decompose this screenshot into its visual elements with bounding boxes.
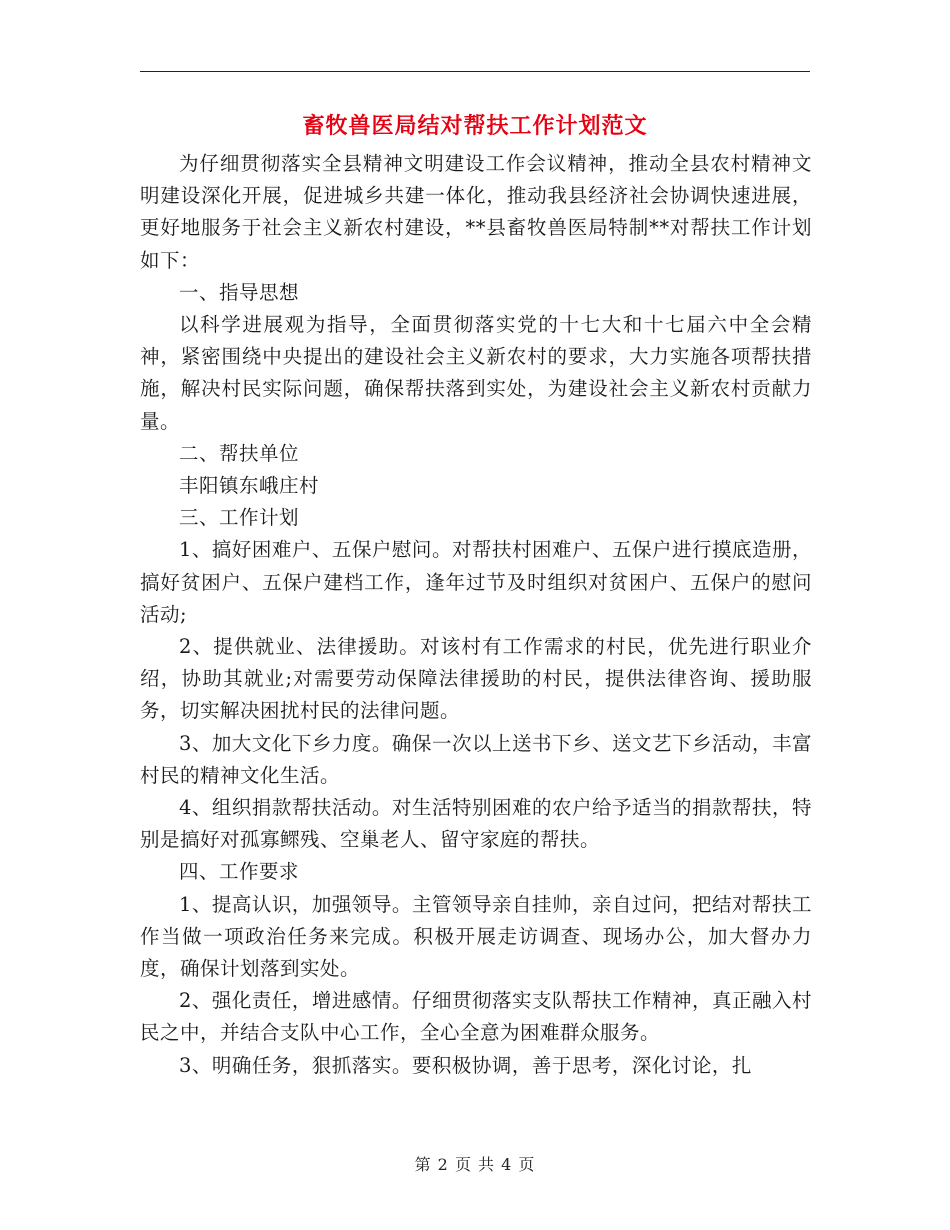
work-requirement-item-2: 2、强化责任，增进感情。仔细贯彻落实支队帮扶工作精神，真正融入村民之中，并结合支队中心工作，全心全意为困难群众服务。 [140, 989, 812, 1045]
section-heading-work-plan: 三、工作计划 [179, 506, 300, 530]
intro-paragraph: 为仔细贯彻落实全县精神文明建设工作会议精神，推动全县农村精神文明建设深化开展，促进城乡共建一体化，推动我县经济社会协调快速进展，更好地服务于社会主义新农村建设，**县畜牧兽医局特制**对帮扶工作计划如下： [140, 152, 812, 272]
footer-current-page: 2 [437, 1155, 449, 1174]
footer-total-pages: 4 [501, 1155, 513, 1174]
work-plan-item-1: 1、搞好困难户、五保户慰问。对帮扶村困难户、五保户进行摸底造册，搞好贫困户、五保户建档工作，逢年过节及时组织对贫困户、五保户的慰问活动; [140, 538, 812, 626]
header-rule [140, 71, 810, 72]
section-heading-work-requirements: 四、工作要求 [179, 860, 300, 884]
work-plan-item-3: 3、加大文化下乡力度。确保一次以上送书下乡、送文艺下乡活动，丰富村民的精神文化生活。 [140, 731, 812, 787]
document-title: 畜牧兽医局结对帮扶工作计划范文 [302, 113, 648, 139]
section-heading-guiding-ideology: 一、指导思想 [179, 280, 300, 304]
footer-suffix: 页 [518, 1155, 536, 1174]
footer-middle: 页 共 [454, 1155, 496, 1174]
guiding-ideology-paragraph: 以科学进展观为指导，全面贯彻落实党的十七大和十七届六中全会精神，紧密围绕中央提出的建设社会主义新农村的要求，大力实施各项帮扶措施，解决村民实际问题，确保帮扶落到实处，为建设社会主义新农村贡献力量。 [140, 313, 812, 433]
section-heading-assisted-unit: 二、帮扶单位 [179, 441, 300, 465]
document-body [140, 148, 812, 1082]
work-plan-item-2: 2、提供就业、法律援助。对该村有工作需求的村民，优先进行职业介绍，协助其就业;对需要劳动保障法律援助的村民，提供法律咨询、援助服务，切实解决困扰村民的法律问题。 [140, 635, 812, 723]
work-requirement-item-3: 3、明确任务，狠抓落实。要积极协调，善于思考，深化讨论，扎 [179, 1053, 752, 1077]
work-requirement-item-1: 1、提高认识，加强领导。主管领导亲自挂帅，亲自过问，把结对帮扶工作当做一项政治任务来完成。积极开展走访调查、现场办公，加大督办力度，确保计划落到实处。 [140, 892, 812, 981]
assisted-unit-paragraph: 丰阳镇东峨庄村 [179, 474, 320, 498]
page-footer [0, 1152, 950, 1175]
footer-prefix: 第 [414, 1155, 432, 1174]
work-plan-item-4: 4、组织捐款帮扶活动。对生活特别困难的农户给予适当的捐款帮扶，特别是搞好对孤寡鳏残、空巢老人、留守家庭的帮扶。 [140, 796, 812, 852]
